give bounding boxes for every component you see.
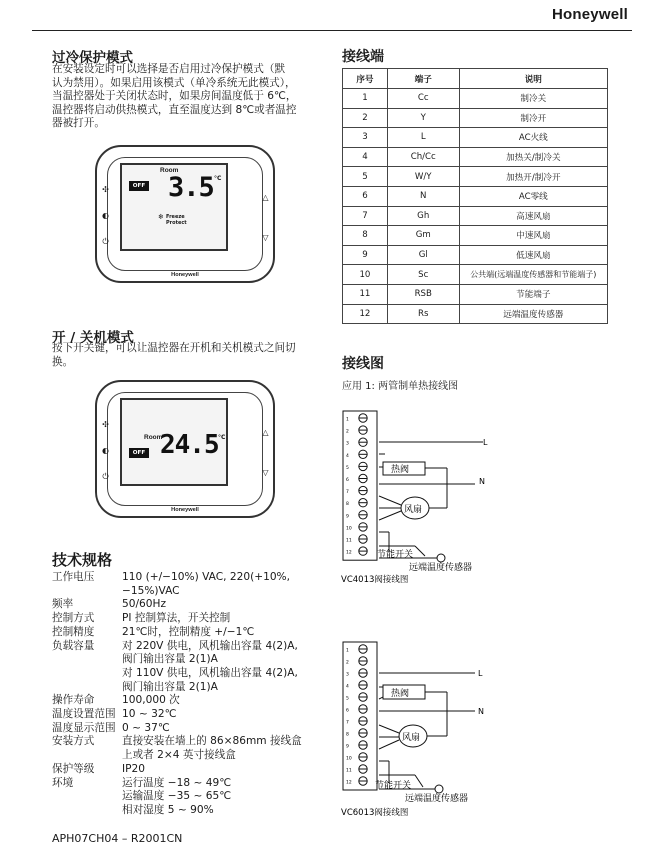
terminal-number: 5 <box>346 465 349 471</box>
spec-row <box>52 612 320 626</box>
text-line: 器被打开。 <box>52 117 105 129</box>
table-cell: 11 <box>343 284 388 304</box>
text-line: 在安装设定时可以选择是否启用过冷保护模式（默 <box>52 63 286 75</box>
power-icon: ⏻ <box>102 237 109 246</box>
spec-value: 相对湿度 5 ~ 90% <box>122 803 214 816</box>
wiring-diagram-vc4013 <box>335 400 535 590</box>
freeze-text: Freeze <box>166 214 185 220</box>
text-line: 认为禁用）。如果启用该模式（单冷系统无此模式）， <box>52 76 296 89</box>
table-cell: 2 <box>343 108 388 128</box>
table-cell: 公共端(远端温度传感器和节能端子) <box>459 265 607 285</box>
spec-key: 控制精度 <box>52 625 95 638</box>
table-cell: L <box>387 128 459 148</box>
spec-value: 阀门输出容量 2(1)A <box>122 653 218 666</box>
table-cell: 3 <box>343 128 388 148</box>
spec-value: 上或者 2×4 英寸接线盒 <box>122 749 236 762</box>
temperature-readout: 3.5 <box>168 172 214 203</box>
table-row <box>343 128 608 148</box>
wiring-diagram-vc6013 <box>335 633 535 823</box>
terminal-number: 2 <box>346 429 349 435</box>
sensor-icon <box>435 785 443 793</box>
spec-row <box>52 694 320 708</box>
brand-logo: Honeywell <box>552 6 628 23</box>
terminal-table <box>342 68 608 324</box>
spec-key: 工作电压 <box>52 571 95 583</box>
terminal-number: 4 <box>346 453 349 459</box>
label-N: N <box>479 477 485 486</box>
off-indicator: OFF <box>129 448 149 458</box>
document-footer: APH07CH04 – R2001CN <box>52 832 183 845</box>
snowflake-icon: ❄ <box>158 213 164 221</box>
power-icon: ⏻ <box>102 472 109 481</box>
terminal-number: 7 <box>346 720 349 726</box>
spec-row <box>52 763 320 777</box>
table-cell: 10 <box>343 265 388 285</box>
up-arrow-icon: △ <box>262 428 269 437</box>
table-cell: 7 <box>343 206 388 226</box>
table-cell: 8 <box>343 226 388 246</box>
spec-value: 运输温度 −35 ~ 65℃ <box>122 790 232 803</box>
spec-key: 控制方式 <box>52 612 95 625</box>
table-cell: Gl <box>387 245 459 265</box>
spec-key: 操作寿命 <box>52 694 95 707</box>
table-cell: 远端温度传感器 <box>459 304 607 324</box>
spec-row <box>52 640 320 695</box>
terminal-number: 9 <box>346 744 349 750</box>
spec-value: 50/60Hz <box>122 598 167 611</box>
table-cell: 5 <box>343 167 388 187</box>
unit-label: °C <box>218 434 226 441</box>
spec-row <box>52 777 320 818</box>
table-cell: 1 <box>343 89 388 109</box>
table-cell: Rs <box>387 304 459 324</box>
spec-row <box>52 571 320 598</box>
room-label: Room <box>160 167 179 174</box>
up-arrow-icon: △ <box>262 193 269 202</box>
table-cell: 制冷开 <box>459 108 607 128</box>
fan-icon: ✣ <box>102 420 109 429</box>
onoff-text <box>52 342 327 369</box>
specs-title: 技术规格 <box>52 551 113 569</box>
table-cell: 节能端子 <box>459 284 607 304</box>
lcd-display <box>120 163 228 251</box>
spec-value: 21℃时，控制精度 +/−1℃ <box>122 625 255 638</box>
down-arrow-icon: ▽ <box>262 468 269 477</box>
mode-icon: ◐ <box>102 211 109 220</box>
terminals-title: 接线端 <box>342 49 384 65</box>
text-line: 当温控器处于关闭状态时，如果房间温度低于 6℃， <box>52 90 297 102</box>
thermostat-image-freeze <box>95 145 275 283</box>
terminal-number: 3 <box>346 441 349 447</box>
table-cell: 低速风扇 <box>459 245 607 265</box>
text-line: 温控器将启动供热模式，直至温度达到 8℃或者温控 <box>52 103 297 116</box>
table-cell: 制冷关 <box>459 89 607 109</box>
spec-value: 10 ~ 32℃ <box>122 708 177 721</box>
table-row <box>343 265 608 285</box>
spec-value: 阀门输出容量 2(1)A <box>122 680 218 693</box>
device-brand: Honeywell <box>171 507 199 513</box>
text-line: 换。 <box>52 355 74 368</box>
table-cell: AC火线 <box>459 128 607 148</box>
table-cell: RSB <box>387 284 459 304</box>
heat-valve-label: 热阀 <box>391 689 410 699</box>
table-cell: Cc <box>387 89 459 109</box>
table-row <box>343 226 608 246</box>
table-row <box>343 245 608 265</box>
terminal-number: 1 <box>346 648 349 654</box>
spec-value: 100,000 次 <box>122 694 180 707</box>
label-N: N <box>478 707 484 716</box>
thermostat-image-onoff <box>95 380 275 518</box>
wiring-subtitle: 应用 1: 两管制单热接线图 <box>342 381 459 392</box>
room-label: Room <box>144 434 163 441</box>
mode-icon: ◐ <box>102 446 109 455</box>
table-row <box>343 284 608 304</box>
spec-value: −15%)VAC <box>122 584 180 597</box>
protect-text: Protect <box>166 219 187 226</box>
terminal-number: 8 <box>346 732 349 738</box>
spec-key: 频率 <box>52 598 74 611</box>
sensor-label: 远端温度传感器 <box>405 794 469 804</box>
table-row <box>343 108 608 128</box>
table-cell: 高速风扇 <box>459 206 607 226</box>
spec-key: 负载容量 <box>52 639 95 652</box>
table-row <box>343 167 608 187</box>
fan-icon: ✣ <box>102 185 109 194</box>
terminal-number: 1 <box>346 417 349 423</box>
table-cell: Gm <box>387 226 459 246</box>
table-cell: Y <box>387 108 459 128</box>
terminal-number: 9 <box>346 514 349 520</box>
spec-row <box>52 722 320 736</box>
spec-value: 110 (+/−10%) VAC, 220(+10%, <box>122 571 290 583</box>
spec-value: 直接安装在墙上的 86×86mm 接线盒 <box>122 735 302 748</box>
terminal-number: 2 <box>346 660 349 666</box>
spec-row <box>52 708 320 722</box>
header-rule <box>32 30 632 31</box>
table-row <box>343 206 608 226</box>
table-row <box>343 304 608 324</box>
unit-label: °C <box>214 175 222 182</box>
terminal-strip <box>343 411 377 560</box>
table-cell: Sc <box>387 265 459 285</box>
text-line: 按下开关键，可以让温控器在开机和关机模式之间切 <box>52 342 296 354</box>
diagram-caption: VC6013阀接线图 <box>341 808 409 818</box>
spec-value: 运行温度 −18 ~ 49℃ <box>122 776 232 789</box>
table-cell: 9 <box>343 245 388 265</box>
freeze-protect-label <box>158 213 187 226</box>
terminal-number: 11 <box>346 538 352 544</box>
terminal-number: 7 <box>346 490 349 496</box>
label-L: L <box>483 438 488 447</box>
spec-value: IP20 <box>122 762 145 775</box>
fan-label: 风扇 <box>402 733 421 743</box>
table-cell: 4 <box>343 147 388 167</box>
spec-key: 温度显示范围 <box>52 721 116 734</box>
terminal-number: 5 <box>346 696 349 702</box>
off-indicator: OFF <box>129 181 149 191</box>
terminal-strip <box>343 642 377 790</box>
header-cell: 序号 <box>343 69 388 89</box>
table-cell: 加热关/制冷关 <box>459 147 607 167</box>
terminal-number: 12 <box>346 780 352 786</box>
spec-value: PI 控制算法，开关控制 <box>122 612 231 625</box>
table-cell: Ch/Cc <box>387 147 459 167</box>
table-cell: 加热开/制冷开 <box>459 167 607 187</box>
table-cell: W/Y <box>387 167 459 187</box>
table-cell: 12 <box>343 304 388 324</box>
table-cell: AC零线 <box>459 186 607 206</box>
terminal-number: 4 <box>346 684 349 690</box>
wiring-title: 接线图 <box>342 356 384 372</box>
sensor-icon <box>437 554 445 562</box>
spec-value: 对 220V 供电，风机输出容量 4(2)A, <box>122 639 298 652</box>
label-L: L <box>478 669 483 678</box>
spec-value: 对 110V 供电，风机输出容量 4(2)A, <box>122 666 298 679</box>
down-arrow-icon: ▽ <box>262 233 269 242</box>
terminal-number: 10 <box>346 756 352 762</box>
table-cell: N <box>387 186 459 206</box>
table-cell: 中速风扇 <box>459 226 607 246</box>
onoff-title: 开 / 关机模式 <box>52 330 134 346</box>
spec-row <box>52 626 320 640</box>
header-cell: 说明 <box>459 69 607 89</box>
eco-switch-label: 节能开关 <box>377 550 414 560</box>
table-row <box>343 186 608 206</box>
heat-valve-label: 热阀 <box>391 465 410 475</box>
terminal-number: 8 <box>346 502 349 508</box>
terminal-number: 6 <box>346 478 349 483</box>
overcool-text <box>52 63 327 131</box>
diagram-caption: VC4013阀接线图 <box>341 575 409 585</box>
spec-row <box>52 735 320 762</box>
spec-key: 温度设置范围 <box>52 708 116 721</box>
device-brand: Honeywell <box>171 272 199 278</box>
terminal-number: 3 <box>346 672 349 678</box>
table-row <box>343 89 608 109</box>
overcool-title: 过冷保护模式 <box>52 50 133 66</box>
spec-row <box>52 598 320 612</box>
terminal-number: 11 <box>346 768 352 774</box>
spec-key: 环境 <box>52 776 74 789</box>
fan-label: 风扇 <box>404 505 423 515</box>
sensor-label: 远端温度传感器 <box>409 563 473 573</box>
terminal-number: 6 <box>346 708 349 714</box>
table-cell: Gh <box>387 206 459 226</box>
spec-key: 安装方式 <box>52 735 95 748</box>
spec-key: 保护等级 <box>52 762 95 775</box>
spec-value: 0 ~ 37℃ <box>122 721 170 734</box>
terminal-number: 10 <box>346 526 352 532</box>
temperature-readout: 24.5 <box>160 430 219 460</box>
header-cell: 端子 <box>387 69 459 89</box>
table-row <box>343 147 608 167</box>
terminal-number: 12 <box>346 550 352 556</box>
table-cell: 6 <box>343 186 388 206</box>
specs-list <box>52 571 320 818</box>
lcd-display <box>120 398 228 486</box>
table-header-row <box>343 69 608 89</box>
eco-switch-label: 节能开关 <box>375 781 412 791</box>
